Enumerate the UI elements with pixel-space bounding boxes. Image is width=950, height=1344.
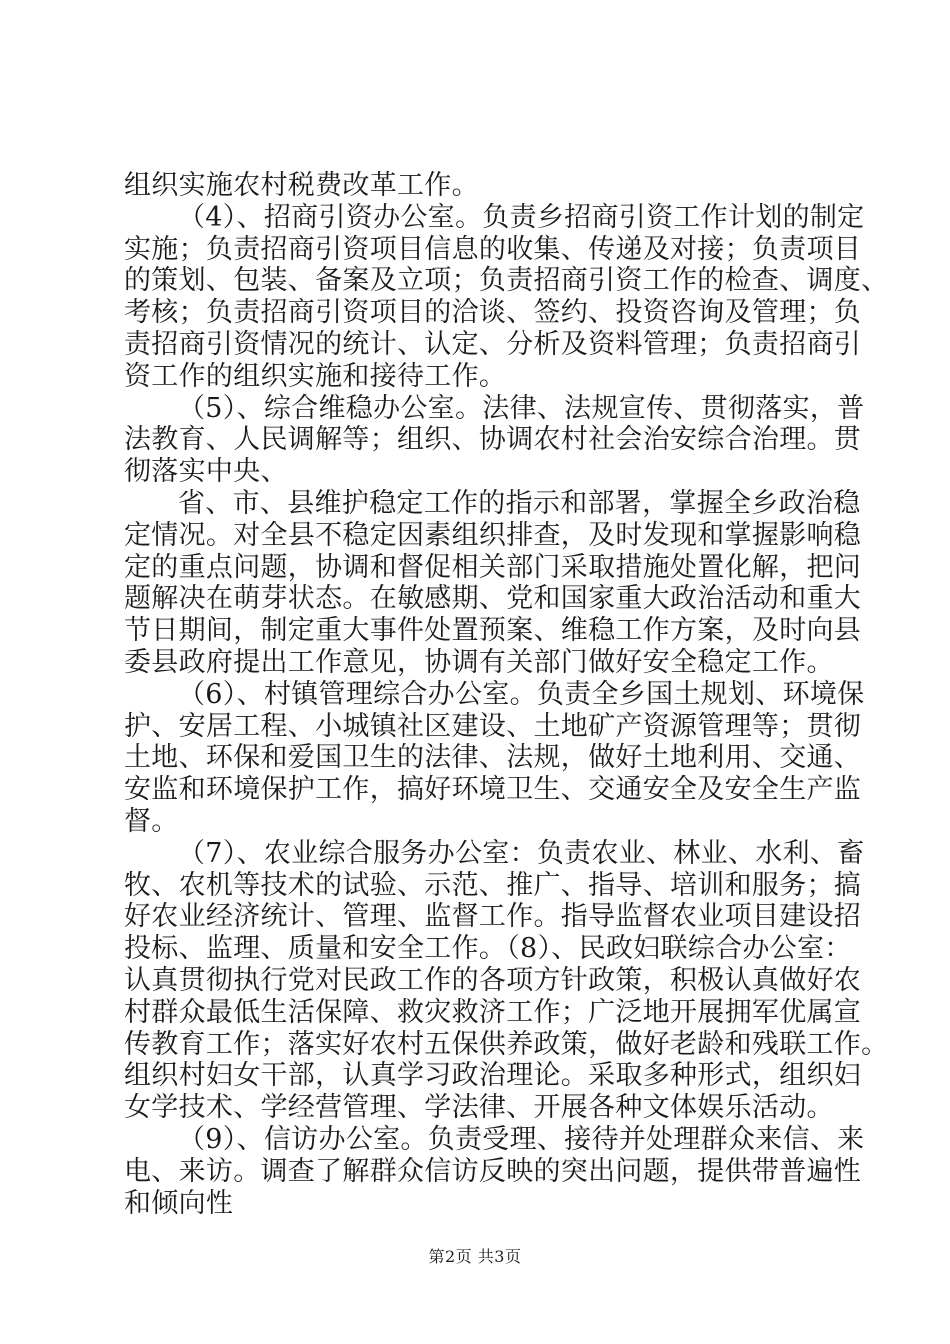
document-body — [124, 170, 889, 1219]
body-line: 考核；负责招商引资项目的洽谈、签约、投资咨询及管理；负 — [124, 297, 862, 329]
page-footer — [0, 1244, 950, 1267]
body-line: 和倾向性 — [124, 1187, 234, 1219]
body-line: 法教育、人民调解等；组织、协调农村社会治安综合治理。贯 — [124, 424, 862, 456]
body-line: 土地、环保和爱国卫生的法律、法规，做好土地利用、交通、 — [124, 742, 862, 774]
body-line: 督。 — [124, 805, 179, 837]
body-line: 组织实施农村税费改革工作。 — [124, 170, 479, 201]
body-line: 资工作的组织实施和接待工作。 — [124, 360, 507, 392]
body-line: 传教育工作；落实好农村五保供养政策，做好老龄和残联工作。 — [124, 1028, 889, 1060]
body-line: 牧、农机等技术的试验、示范、推广、指导、培训和服务；搞 — [124, 869, 862, 901]
body-line: 定情况。对全县不稳定因素组织排查，及时发现和掌握影响稳 — [124, 519, 862, 551]
body-line: 定的重点问题，协调和督促相关部门采取措施处置化解，把问 — [124, 551, 862, 583]
body-line: 彻落实中央、 — [124, 456, 288, 488]
body-line: （6）、村镇管理综合办公室。负责全乡国土规划、环境保 — [178, 678, 865, 710]
body-line: 安监和环境保护工作，搞好环境卫生、交通安全及安全生产监 — [124, 774, 862, 806]
page-number: 第2页 共3页 — [428, 1247, 522, 1266]
body-line: 的策划、包装、备案及立项；负责招商引资工作的检查、调度、 — [124, 265, 889, 297]
body-line: （9）、信访办公室。负责受理、接待并处理群众来信、来 — [178, 1123, 865, 1155]
body-line: 题解决在萌芽状态。在敏感期、党和国家重大政治活动和重大 — [124, 583, 862, 615]
body-line: 村群众最低生活保障、救灾救济工作；广泛地开展拥军优属宣 — [124, 996, 862, 1028]
body-line: 好农业经济统计、管理、监督工作。指导监督农业项目建设招 — [124, 901, 862, 933]
body-line: 电、来访。调查了解群众信访反映的突出问题，提供带普遍性 — [124, 1155, 862, 1187]
body-line: 投标、监理、质量和安全工作。（8）、民政妇联综合办公室： — [124, 933, 852, 965]
body-line: （4）、招商引资办公室。负责乡招商引资工作计划的制定 — [178, 201, 865, 233]
body-line: （7）、农业综合服务办公室：负责农业、林业、水利、畜 — [178, 837, 865, 869]
body-line: 节日期间，制定重大事件处置预案、维稳工作方案，及时向县 — [124, 615, 862, 647]
body-line: 女学技术、学经营管理、学法律、开展各种文体娱乐活动。 — [124, 1092, 834, 1124]
body-line: 实施；负责招商引资项目信息的收集、传递及对接；负责项目 — [124, 233, 862, 265]
body-line: （5）、综合维稳办公室。法律、法规宣传、贯彻落实，普 — [178, 392, 865, 424]
body-line: 认真贯彻执行党对民政工作的各项方针政策，积极认真做好农 — [124, 964, 862, 996]
body-line: 省、市、县维护稳定工作的指示和部署，掌握全乡政治稳 — [178, 487, 861, 519]
body-line: 委县政府提出工作意见，协调有关部门做好安全稳定工作。 — [124, 646, 834, 678]
body-line: 责招商引资情况的统计、认定、分析及资料管理；负责招商引 — [124, 328, 862, 360]
body-line: 组织村妇女干部，认真学习政治理论。采取多种形式，组织妇 — [124, 1060, 862, 1092]
body-line: 护、安居工程、小城镇社区建设、土地矿产资源管理等；贯彻 — [124, 710, 862, 742]
